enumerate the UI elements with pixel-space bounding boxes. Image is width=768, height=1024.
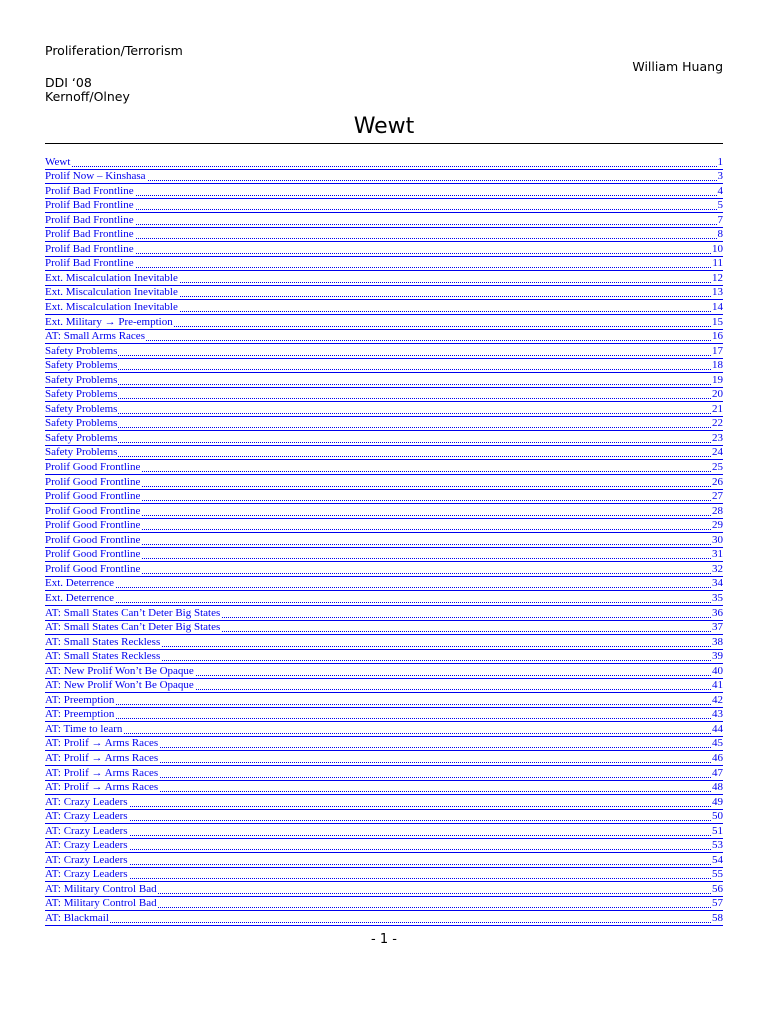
toc-entry-title[interactable]: Prolif Bad Frontline xyxy=(45,213,134,226)
toc-entry[interactable] xyxy=(45,577,723,592)
toc-dot-leader xyxy=(45,587,723,588)
toc-entry-title[interactable]: AT: Prolif → Arms Races xyxy=(45,766,159,779)
toc-entry[interactable] xyxy=(45,548,723,563)
toc-entry-page[interactable]: 17 xyxy=(712,344,723,357)
toc-entry-page[interactable]: 11 xyxy=(712,257,723,270)
toc-entry-page[interactable]: 55 xyxy=(712,868,723,881)
toc-entry[interactable] xyxy=(45,330,723,345)
toc-entry-title[interactable]: AT: Military Control Bad xyxy=(45,897,157,910)
toc-entry-page[interactable]: 58 xyxy=(712,911,723,924)
toc-entry-title[interactable]: Prolif Good Frontline xyxy=(45,533,141,546)
toc-entry-page[interactable]: 21 xyxy=(712,402,723,415)
toc-entry-title[interactable]: AT: New Prolif Won’t Be Opaque xyxy=(45,679,194,692)
toc-entry-page[interactable]: 16 xyxy=(712,330,723,343)
toc-entry-page[interactable]: 46 xyxy=(712,751,723,764)
toc-entry[interactable] xyxy=(45,737,723,752)
toc-entry-page[interactable]: 48 xyxy=(712,781,723,794)
toc-entry-title[interactable]: AT: Prolif → Arms Races xyxy=(45,781,159,794)
toc-entry[interactable] xyxy=(45,300,723,315)
toc-entry[interactable] xyxy=(45,359,723,374)
toc-entry-page[interactable]: 49 xyxy=(712,795,723,808)
toc-entry-page[interactable]: 18 xyxy=(712,359,723,372)
toc-entry-page[interactable]: 12 xyxy=(712,271,723,284)
toc-entry-page[interactable]: 7 xyxy=(717,213,723,226)
toc-entry-title[interactable]: Ext. Miscalculation Inevitable xyxy=(45,271,178,284)
toc-dot-leader xyxy=(45,558,723,559)
toc-entry[interactable] xyxy=(45,839,723,854)
toc-dot-leader xyxy=(45,515,723,516)
toc-entry[interactable] xyxy=(45,170,723,185)
toc-entry[interactable] xyxy=(45,446,723,461)
toc-entry-page[interactable]: 8 xyxy=(717,228,723,241)
toc-dot-leader xyxy=(45,486,723,487)
toc-entry-title[interactable]: Safety Problems xyxy=(45,446,118,459)
toc-entry-title[interactable]: Prolif Good Frontline xyxy=(45,461,141,474)
toc-entry-title[interactable]: Safety Problems xyxy=(45,373,118,386)
toc-entry-title[interactable]: Prolif Now – Kinshasa xyxy=(45,170,146,183)
toc-entry-page[interactable]: 39 xyxy=(712,650,723,663)
toc-entry[interactable] xyxy=(45,402,723,417)
toc-entry[interactable] xyxy=(45,853,723,868)
toc-entry-title[interactable]: AT: Crazy Leaders xyxy=(45,810,128,823)
toc-entry-title[interactable]: Prolif Good Frontline xyxy=(45,504,141,517)
toc-entry-title[interactable]: AT: New Prolif Won’t Be Opaque xyxy=(45,664,194,677)
toc-entry-page[interactable]: 34 xyxy=(712,577,723,590)
toc-entry[interactable] xyxy=(45,606,723,621)
toc-entry-title[interactable]: Safety Problems xyxy=(45,388,118,401)
toc-entry-title[interactable]: AT: Military Control Bad xyxy=(45,882,157,895)
toc-entry-page[interactable]: 47 xyxy=(712,766,723,779)
toc-dot-leader xyxy=(45,922,723,923)
toc-dot-leader xyxy=(45,471,723,472)
toc-entry-page[interactable]: 23 xyxy=(712,431,723,444)
toc-entry[interactable] xyxy=(45,693,723,708)
toc-entry-title[interactable]: Prolif Good Frontline xyxy=(45,475,141,488)
toc-dot-leader xyxy=(45,500,723,501)
page-title: Wewt xyxy=(353,114,415,139)
toc-entry-page[interactable]: 45 xyxy=(712,737,723,750)
toc-dot-leader xyxy=(45,878,723,879)
toc-entry[interactable] xyxy=(45,722,723,737)
toc-entry-title[interactable]: Safety Problems xyxy=(45,359,118,372)
toc-entry-title[interactable]: AT: Crazy Leaders xyxy=(45,795,128,808)
toc-entry-title[interactable]: AT: Preemption xyxy=(45,708,115,721)
toc-entry-title[interactable]: Prolif Bad Frontline xyxy=(45,199,134,212)
toc-entry-title[interactable]: Ext. Deterrence xyxy=(45,591,115,604)
toc-entry-page[interactable]: 37 xyxy=(712,621,723,634)
toc-entry-title[interactable]: Safety Problems xyxy=(45,431,118,444)
toc-entry[interactable] xyxy=(45,621,723,636)
toc-entry[interactable] xyxy=(45,286,723,301)
header-camp: DDI ‘08 xyxy=(45,75,92,90)
toc-dot-leader xyxy=(45,355,723,356)
toc-entry[interactable] xyxy=(45,213,723,228)
toc-entry-page[interactable]: 42 xyxy=(712,693,723,706)
toc-entry-title[interactable]: AT: Crazy Leaders xyxy=(45,868,128,881)
toc-entry-page[interactable]: 5 xyxy=(717,199,723,212)
toc-entry[interactable] xyxy=(45,417,723,432)
toc-entry-page[interactable]: 25 xyxy=(712,461,723,474)
toc-entry[interactable] xyxy=(45,562,723,577)
toc-dot-leader xyxy=(45,835,723,836)
toc-entry-page[interactable]: 1 xyxy=(717,155,723,168)
toc-entry-page[interactable]: 54 xyxy=(712,853,723,866)
toc-dot-leader xyxy=(45,602,723,603)
toc-entry-title[interactable]: Ext. Military → Pre-emption xyxy=(45,315,173,328)
toc-entry[interactable] xyxy=(45,810,723,825)
toc-entry-page[interactable]: 30 xyxy=(712,533,723,546)
toc-entry-page[interactable]: 41 xyxy=(712,679,723,692)
toc-entry-title[interactable]: AT: Small States Can’t Deter Big States xyxy=(45,621,221,634)
toc-entry-title[interactable]: Ext. Miscalculation Inevitable xyxy=(45,301,178,314)
toc-dot-leader xyxy=(45,267,723,268)
toc-entry[interactable] xyxy=(45,184,723,199)
toc-entry[interactable] xyxy=(45,490,723,505)
title-divider xyxy=(45,143,723,144)
toc-entry[interactable] xyxy=(45,271,723,286)
toc-entry[interactable] xyxy=(45,257,723,272)
toc-entry[interactable] xyxy=(45,751,723,766)
toc-entry[interactable] xyxy=(45,388,723,403)
toc-entry-page[interactable]: 10 xyxy=(712,242,723,255)
toc-entry-title[interactable]: AT: Prolif → Arms Races xyxy=(45,751,159,764)
toc-entry-title[interactable]: Safety Problems xyxy=(45,344,118,357)
toc-entry-title[interactable]: AT: Prolif → Arms Races xyxy=(45,737,159,750)
toc-entry-page[interactable]: 51 xyxy=(712,824,723,837)
toc-entry-title[interactable]: Wewt xyxy=(45,155,71,168)
toc-entry-page[interactable]: 29 xyxy=(712,519,723,532)
toc-dot-leader xyxy=(45,238,723,239)
toc-entry-page[interactable]: 13 xyxy=(712,286,723,299)
toc-entry-title[interactable]: Prolif Good Frontline xyxy=(45,490,141,503)
toc-entry[interactable] xyxy=(45,766,723,781)
toc-entry-title[interactable]: Prolif Bad Frontline xyxy=(45,228,134,241)
toc-entry-page[interactable]: 3 xyxy=(717,170,723,183)
toc-dot-leader xyxy=(45,413,723,414)
toc-dot-leader xyxy=(45,456,723,457)
toc-dot-leader xyxy=(45,864,723,865)
toc-entry-page[interactable]: 14 xyxy=(712,301,723,314)
toc-entry[interactable] xyxy=(45,242,723,257)
toc-entry-page[interactable]: 38 xyxy=(712,635,723,648)
toc-dot-leader xyxy=(45,442,723,443)
toc-entry-page[interactable]: 44 xyxy=(712,722,723,735)
toc-entry-title[interactable]: AT: Crazy Leaders xyxy=(45,824,128,837)
toc-entry-page[interactable]: 19 xyxy=(712,373,723,386)
header-lab: Kernoff/Olney xyxy=(45,89,130,104)
toc-entry-page[interactable]: 4 xyxy=(717,184,723,197)
toc-entry-title[interactable]: AT: Crazy Leaders xyxy=(45,853,128,866)
toc-entry[interactable] xyxy=(45,533,723,548)
toc-entry-page[interactable]: 57 xyxy=(712,897,723,910)
toc-dot-leader xyxy=(45,224,723,225)
toc-entry[interactable] xyxy=(45,504,723,519)
toc-entry[interactable] xyxy=(45,868,723,883)
toc-dot-leader xyxy=(45,544,723,545)
toc-entry-title[interactable]: Ext. Miscalculation Inevitable xyxy=(45,286,178,299)
toc-dot-leader xyxy=(45,427,723,428)
toc-dot-leader xyxy=(45,369,723,370)
toc-dot-leader xyxy=(45,733,723,734)
page-number-footer: - 1 - xyxy=(371,932,397,947)
toc-entry-page[interactable]: 28 xyxy=(712,504,723,517)
toc-entry[interactable] xyxy=(45,591,723,606)
toc-dot-leader xyxy=(45,573,723,574)
table-of-contents xyxy=(45,155,723,926)
toc-entry-title[interactable]: AT: Small Arms Races xyxy=(45,330,145,343)
toc-entry[interactable] xyxy=(45,795,723,810)
toc-entry-title[interactable]: AT: Small States Reckless xyxy=(45,635,161,648)
toc-dot-leader xyxy=(45,529,723,530)
toc-entry-page[interactable]: 31 xyxy=(712,548,723,561)
toc-entry-page[interactable]: 15 xyxy=(712,315,723,328)
toc-entry-page[interactable]: 24 xyxy=(712,446,723,459)
toc-dot-leader xyxy=(45,704,723,705)
toc-dot-leader xyxy=(45,806,723,807)
toc-dot-leader xyxy=(45,849,723,850)
header-topic: Proliferation/Terrorism xyxy=(45,43,183,58)
toc-entry-page[interactable]: 27 xyxy=(712,490,723,503)
toc-entry[interactable] xyxy=(45,664,723,679)
toc-dot-leader xyxy=(45,820,723,821)
toc-entry-title[interactable]: Prolif Bad Frontline xyxy=(45,242,134,255)
toc-entry-title[interactable]: Prolif Good Frontline xyxy=(45,519,141,532)
toc-dot-leader xyxy=(45,180,723,181)
toc-entry-title[interactable]: AT: Preemption xyxy=(45,693,115,706)
toc-entry-page[interactable]: 32 xyxy=(712,562,723,575)
toc-entry[interactable] xyxy=(45,475,723,490)
toc-entry-title[interactable]: Safety Problems xyxy=(45,402,118,415)
toc-entry-page[interactable]: 43 xyxy=(712,708,723,721)
toc-entry[interactable] xyxy=(45,824,723,839)
toc-entry[interactable] xyxy=(45,519,723,534)
toc-entry-page[interactable]: 35 xyxy=(712,591,723,604)
toc-entry-page[interactable]: 20 xyxy=(712,388,723,401)
toc-entry-title[interactable]: Prolif Bad Frontline xyxy=(45,257,134,270)
toc-entry[interactable] xyxy=(45,315,723,330)
toc-entry-title[interactable]: Prolif Good Frontline xyxy=(45,562,141,575)
toc-entry-page[interactable]: 56 xyxy=(712,882,723,895)
toc-entry[interactable] xyxy=(45,708,723,723)
toc-entry[interactable] xyxy=(45,882,723,897)
toc-entry-title[interactable]: AT: Blackmail xyxy=(45,911,109,924)
toc-entry-title[interactable]: Prolif Bad Frontline xyxy=(45,184,134,197)
toc-entry[interactable] xyxy=(45,344,723,359)
toc-dot-leader xyxy=(45,340,723,341)
toc-entry[interactable] xyxy=(45,431,723,446)
toc-dot-leader xyxy=(45,384,723,385)
toc-entry[interactable] xyxy=(45,781,723,796)
toc-entry-title[interactable]: AT: Crazy Leaders xyxy=(45,839,128,852)
toc-entry[interactable] xyxy=(45,228,723,243)
toc-entry-title[interactable]: AT: Small States Can’t Deter Big States xyxy=(45,606,221,619)
toc-entry[interactable] xyxy=(45,460,723,475)
toc-entry[interactable] xyxy=(45,897,723,912)
toc-dot-leader xyxy=(45,209,723,210)
toc-entry[interactable] xyxy=(45,911,723,926)
toc-entry-page[interactable]: 53 xyxy=(712,839,723,852)
toc-entry[interactable] xyxy=(45,373,723,388)
toc-dot-leader xyxy=(45,166,723,167)
toc-entry[interactable] xyxy=(45,155,723,170)
toc-entry-page[interactable]: 40 xyxy=(712,664,723,677)
toc-dot-leader xyxy=(45,195,723,196)
toc-entry-page[interactable]: 26 xyxy=(712,475,723,488)
toc-entry-page[interactable]: 22 xyxy=(712,417,723,430)
toc-entry-title[interactable]: Ext. Deterrence xyxy=(45,577,115,590)
toc-dot-leader xyxy=(45,253,723,254)
toc-entry-page[interactable]: 36 xyxy=(712,606,723,619)
toc-entry[interactable] xyxy=(45,199,723,214)
toc-entry-page[interactable]: 50 xyxy=(712,810,723,823)
header-author: William Huang xyxy=(632,59,723,74)
toc-entry[interactable] xyxy=(45,650,723,665)
toc-entry[interactable] xyxy=(45,679,723,694)
toc-entry-title[interactable]: AT: Time to learn xyxy=(45,722,123,735)
toc-dot-leader xyxy=(45,398,723,399)
toc-entry-title[interactable]: Prolif Good Frontline xyxy=(45,548,141,561)
toc-entry[interactable] xyxy=(45,635,723,650)
toc-entry-title[interactable]: AT: Small States Reckless xyxy=(45,650,161,663)
toc-dot-leader xyxy=(45,718,723,719)
toc-entry-title[interactable]: Safety Problems xyxy=(45,417,118,430)
